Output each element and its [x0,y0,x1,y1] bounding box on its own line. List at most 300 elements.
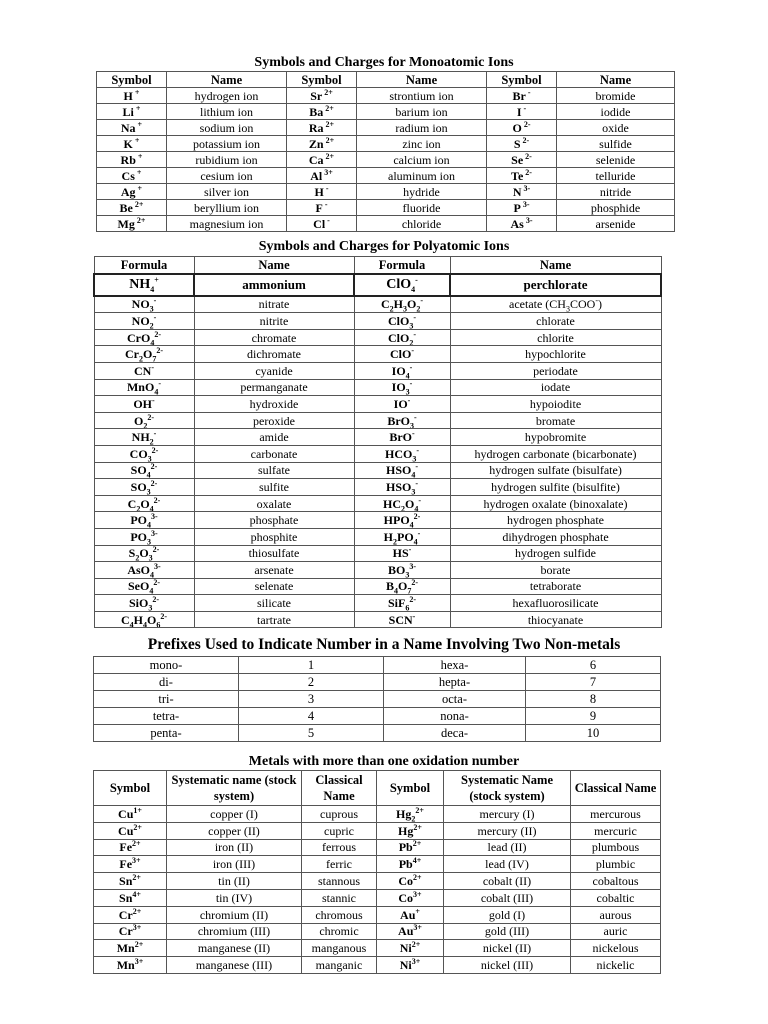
polyatomic-name: tetraborate [450,578,661,595]
ion-symbol [287,200,357,216]
ion-symbol-text: S [513,136,521,151]
prefix-number: 10 [526,725,661,742]
metal-systematic-name: manganese (III) [167,957,302,974]
ion-symbol-text: H [123,88,133,103]
table-row [94,889,661,906]
ion-symbol-text: Ca [308,152,324,167]
ion-charge: 2- [521,119,531,129]
table-row [94,611,661,628]
table-row [94,923,661,940]
polyatomic-formula: OH- [94,396,194,413]
prefix-text: hepta- [384,674,526,691]
polyatomic-formula: $HSO_4^-$ [354,462,450,479]
polyatomic-formula: SCN- [354,611,450,628]
polyatomic-name: hydrogen sulfite (bisulfite) [450,479,661,496]
metal-classical-name: cobaltous [571,873,661,890]
ion-symbol-text: Li [122,104,134,119]
ion-charge: - [521,103,527,113]
table-row [94,822,661,839]
metal-symbol: $Ni^{3+}$ [377,957,444,974]
table-row [94,495,661,512]
ion-charge: + [135,119,143,129]
ion-symbol-text: Sr [310,88,323,103]
metal-systematic-name: mercury (I) [444,806,571,823]
ion-symbol-text: Cl [313,216,326,231]
metal-classical-name: stannic [302,889,377,906]
metal-symbol: $Pb^{4+}$ [377,856,444,873]
polyatomic-name: periodate [450,362,661,379]
metal-symbol: $Cr^{2+}$ [94,906,167,923]
ion-symbol-text: Cs [121,168,135,183]
ion-symbol-text: N [512,184,522,199]
ion-name: calcium ion [357,152,487,168]
ion-charge: 3- [523,215,533,225]
table-row [94,479,661,496]
polyatomic-formula: $PO_4^{3-}$ [94,512,194,529]
table-row [94,346,661,363]
polyatomic-table [93,256,662,628]
ion-symbol-text: Al [310,168,323,183]
metal-systematic-name: manganese (II) [167,940,302,957]
ion-symbol [97,200,167,216]
table-row [94,512,661,529]
metal-symbol: $Hg^{2+}$ [377,822,444,839]
metal-systematic-name: cobalt (II) [444,873,571,890]
ion-symbol-text: Ra [308,120,324,135]
ion-symbol [97,168,167,184]
polyatomic-name: nitrate [194,296,354,313]
polyatomic-name: nitrite [194,313,354,330]
table-row [97,184,675,200]
polyatomic-name: dichromate [194,346,354,363]
prefix-number: 7 [526,674,661,691]
ion-name: potassium ion [167,136,287,152]
polyatomic-name: bromate [450,412,661,429]
table-row [94,462,661,479]
metal-classical-name: nickelic [571,957,661,974]
ion-symbol [97,120,167,136]
polyatomic-formula: ClO- [354,346,450,363]
ion-name: cesium ion [167,168,287,184]
metal-systematic-name: copper (I) [167,806,302,823]
ion-symbol [487,88,557,104]
polyatomic-formula: ClO$_3$- [354,313,450,330]
polyatomic-name: arsenate [194,562,354,579]
ion-symbol [487,136,557,152]
metals-header-cell: Systematic name (stock system) [167,771,302,806]
polyatomic-name: hydrogen sulfate (bisulfate) [450,462,661,479]
ion-name: hydrogen ion [167,88,287,104]
table-row [94,725,661,742]
ion-charge: 2- [523,151,532,161]
polyatomic-formula: $HPO_4^{2-}$ [354,512,450,529]
ion-symbol-text: Mg [117,216,135,231]
metal-symbol: $Cr^{3+}$ [94,923,167,940]
table-row [94,957,661,974]
metals-table [93,770,661,974]
polyatomic-name: perchlorate [450,274,661,296]
ion-symbol-text: Zn [308,136,324,151]
polyatomic-formula: $S_2O_3^{2-}$ [94,545,194,562]
metal-symbol: $Au^{3+}$ [377,923,444,940]
table-row [94,906,661,923]
mono-header-cell: Symbol [97,72,167,88]
polyatomic-formula: $HCO_3^-$ [354,445,450,462]
ion-symbol [97,152,167,168]
polyatomic-formula: ClO$_4$- [354,274,450,296]
metal-classical-name: manganic [302,957,377,974]
polyatomic-formula: $NO_3^-$ [94,296,194,313]
table-row [94,528,661,545]
polyatomic-name: ammonium [194,274,354,296]
table-row [97,216,675,232]
ion-charge: 2+ [132,199,144,209]
ion-charge: 2+ [323,103,334,113]
ion-charge: 2+ [134,215,146,225]
ion-symbol-text: I [516,104,522,119]
polyatomic-formula: ClO$_2$- [354,329,450,346]
ion-charge: + [132,87,140,97]
table-row [97,88,675,104]
ion-charge: 3- [520,199,530,209]
ion-symbol [287,136,357,152]
ion-name: aluminum ion [357,168,487,184]
polyatomic-name: amide [194,429,354,446]
polyatomic-formula: $PO_3^{3-}$ [94,528,194,545]
ion-symbol [487,184,557,200]
ion-symbol [487,216,557,232]
table-row [94,412,661,429]
prefix-text: tri- [94,691,239,708]
ion-symbol-text: Te [511,168,524,183]
metal-classical-name: auric [571,923,661,940]
polyatomic-header-row [94,257,661,274]
ion-symbol-text: Ba [309,104,324,119]
metal-classical-name: mercuric [571,822,661,839]
metal-symbol: Au+ [377,906,444,923]
polyatomic-name: dihydrogen phosphate [450,528,661,545]
polyatomic-name: hypobromite [450,429,661,446]
ion-symbol-text: H [314,184,324,199]
metal-classical-name: plumbic [571,856,661,873]
table-row [97,152,675,168]
prefix-number: 3 [239,691,384,708]
polyatomic-formula: $H_2PO_4^-$ [354,528,450,545]
metal-classical-name: stannous [302,873,377,890]
ion-symbol [287,88,357,104]
polyatomic-formula: $O_2^{2-}$ [94,412,194,429]
table-row [94,329,661,346]
poly-header-cell: Formula [354,257,450,274]
metal-symbol: $Fe^{3+}$ [94,856,167,873]
prefix-text: tetra- [94,708,239,725]
metal-systematic-name: nickel (III) [444,957,571,974]
metal-systematic-name: tin (IV) [167,889,302,906]
table-row [97,104,675,120]
polyatomic-name: peroxide [194,412,354,429]
ion-name: selenide [557,152,675,168]
table-row [94,657,661,674]
metal-symbol: $Pb^{2+}$ [377,839,444,856]
polyatomic-formula: $IO_4^-$ [354,362,450,379]
polyatomic-name: thiosulfate [194,545,354,562]
table-row [94,873,661,890]
polyatomic-formula: $NO_2^-$ [94,313,194,330]
ion-charge: 3- [521,183,531,193]
ion-name: strontium ion [357,88,487,104]
ion-symbol-text: Rb [120,152,136,167]
ion-charge: 2+ [322,87,333,97]
ion-symbol-text: O [512,120,522,135]
table-row [94,806,661,823]
metal-classical-name: ferric [302,856,377,873]
polyatomic-name: hydrogen phosphate [450,512,661,529]
polyatomic-formula: $B_4O_7^{2-}$ [354,578,450,595]
ion-symbol-text: Na [120,120,136,135]
metal-symbol: $Sn^{2+}$ [94,873,167,890]
table-row [94,839,661,856]
polyatomic-name: acetate $(CH_3COO^-)$ [450,296,661,313]
table-row [94,562,661,579]
polyatomic-name: hexafluorosilicate [450,595,661,612]
metal-systematic-name: cobalt (III) [444,889,571,906]
table-row [94,379,661,396]
ion-charge: 2+ [323,151,335,161]
ion-symbol-text: Br [512,88,526,103]
polyatomic-formula: $Cr_2O_7^{2-}$ [94,346,194,363]
metal-symbol: $Sn^{4+}$ [94,889,167,906]
ion-charge: - [323,183,329,193]
ion-charge: 2+ [323,119,335,129]
ion-name: fluoride [357,200,487,216]
polyatomic-formula: $CO_3^{2-}$ [94,445,194,462]
table-row [94,708,661,725]
polyatomic-formula: MnO$_4$- [94,379,194,396]
prefix-text: hexa- [384,657,526,674]
prefix-number: 1 [239,657,384,674]
polyatomic-name: borate [450,562,661,579]
metal-symbol: $Ni^{2+}$ [377,940,444,957]
polyatomic-name: phosphate [194,512,354,529]
prefix-number: 4 [239,708,384,725]
prefix-number: 9 [526,708,661,725]
table-row [97,168,675,184]
metal-classical-name: ferrous [302,839,377,856]
ion-symbol [287,120,357,136]
polyatomic-formula: SiF$_6^{2-}$ [354,595,450,612]
metal-systematic-name: nickel (II) [444,940,571,957]
polyatomic-name: oxalate [194,495,354,512]
ion-charge: - [322,199,328,209]
polyatomic-name: cyanide [194,362,354,379]
polyatomic-formula: $HSO_3^-$ [354,479,450,496]
mono-header-cell: Symbol [487,72,557,88]
mono-header-cell: Name [557,72,675,88]
poly-header-cell: Name [194,257,354,274]
polyatomic-formula: $SO_4^{2-}$ [94,462,194,479]
polyatomic-formula: SiO$_3^{2-}$ [94,595,194,612]
metal-symbol: $Co^{3+}$ [377,889,444,906]
metal-systematic-name: lead (IV) [444,856,571,873]
metals-header-row [94,771,661,806]
polyatomic-name: phosphite [194,528,354,545]
polyatomic-name: hydrogen sulfide [450,545,661,562]
metal-systematic-name: iron (II) [167,839,302,856]
polyatomic-name: chlorate [450,313,661,330]
ion-charge: 2- [523,167,532,177]
prefix-text: nona- [384,708,526,725]
polyatomic-formula: BrO- [354,429,450,446]
metal-symbol: $Mn^{3+}$ [94,957,167,974]
metal-systematic-name: gold (I) [444,906,571,923]
ion-name: chloride [357,216,487,232]
prefix-text: di- [94,674,239,691]
ion-name: magnesium ion [167,216,287,232]
metal-classical-name: chromous [302,906,377,923]
ion-symbol-text: As [510,216,524,231]
polyatomic-formula: $IO_3^-$ [354,379,450,396]
prefixes-table [93,656,661,742]
table-row [94,595,661,612]
polyatomic-name: chromate [194,329,354,346]
ion-name: nitride [557,184,675,200]
metal-systematic-name: tin (II) [167,873,302,890]
table-row [94,856,661,873]
polyatomic-name: hypochlorite [450,346,661,363]
ion-symbol [487,120,557,136]
polyatomic-formula: $NH_4^+$ [94,274,194,296]
metals-header-cell: Symbol [377,771,444,806]
ion-name: arsenide [557,216,675,232]
metal-symbol: $Cu^{2+}$ [94,822,167,839]
metal-systematic-name: chromium (II) [167,906,302,923]
polyatomic-name: silicate [194,595,354,612]
polyatomic-formula: $HC_2O_4^-$ [354,495,450,512]
polyatomic-name: carbonate [194,445,354,462]
table-row [94,674,661,691]
polyatomic-name: sulfate [194,462,354,479]
polyatomic-name: hypoiodite [450,396,661,413]
polyatomic-formula: CrO$_4^{2-}$ [94,329,194,346]
ion-name: telluride [557,168,675,184]
ion-symbol-text: F [315,200,323,215]
prefix-text: deca- [384,725,526,742]
metal-classical-name: cobaltic [571,889,661,906]
ion-symbol [487,200,557,216]
metals-header-cell: Symbol [94,771,167,806]
ion-charge: 2- [520,135,530,145]
ion-name: beryllium ion [167,200,287,216]
prefix-number: 2 [239,674,384,691]
metals-title: Metals with more than one oxidation number [248,754,520,769]
ion-name: barium ion [357,104,487,120]
table-row [97,120,675,136]
ion-charge: + [132,135,140,145]
polyatomic-title: Symbols and Charges for Polyatomic Ions [258,239,510,254]
polyatomic-name: iodate [450,379,661,396]
mono-header-cell: Name [357,72,487,88]
ion-symbol-text: P [513,200,521,215]
metal-systematic-name: iron (III) [167,856,302,873]
ion-name: radium ion [357,120,487,136]
ion-name: oxide [557,120,675,136]
ion-name: zinc ion [357,136,487,152]
table-row [97,200,675,216]
ion-symbol [487,104,557,120]
ion-symbol [97,216,167,232]
polyatomic-name: sulfite [194,479,354,496]
polyatomic-formula: SeO$_4^{2-}$ [94,578,194,595]
ion-symbol-text: Se [511,152,524,167]
ion-symbol [97,136,167,152]
ion-symbol [287,168,357,184]
table-row [94,362,661,379]
ion-name: phosphide [557,200,675,216]
ion-symbol [287,184,357,200]
ion-symbol-text: Be [119,200,133,215]
ion-name: hydride [357,184,487,200]
prefix-text: penta- [94,725,239,742]
polyatomic-formula: HS- [354,545,450,562]
ion-symbol [287,152,357,168]
ion-symbol [97,184,167,200]
monoatomic-header-row [97,72,675,88]
ion-charge: 3+ [322,167,333,177]
ion-name: silver ion [167,184,287,200]
ion-charge: + [133,103,141,113]
polyatomic-formula: $SO_3^{2-}$ [94,479,194,496]
table-row [94,445,661,462]
polyatomic-formula: BrO$_3$- [354,412,450,429]
metal-classical-name: chromic [302,923,377,940]
prefixes-title: Prefixes Used to Indicate Number in a Name Involving Two Non-metals [147,636,621,653]
polyatomic-formula: $BO_3^{3-}$ [354,562,450,579]
metal-symbol: $Mn^{2+}$ [94,940,167,957]
ion-name: bromide [557,88,675,104]
table-row [94,578,661,595]
ion-charge: - [325,215,330,225]
ion-symbol-text: K [123,136,133,151]
metals-header-cell: Classical Name [571,771,661,806]
poly-header-cell: Name [450,257,661,274]
metal-classical-name: cupric [302,822,377,839]
table-row [94,691,661,708]
table-row [94,313,661,330]
metal-systematic-name: gold (III) [444,923,571,940]
polyatomic-formula: $C_2H_3O_2^-$ [354,296,450,313]
metal-classical-name: manganous [302,940,377,957]
polyatomic-name: hydrogen oxalate (binoxalate) [450,495,661,512]
metal-symbol: $Cu^{1+}$ [94,806,167,823]
metal-classical-name: plumbous [571,839,661,856]
prefix-number: 6 [526,657,661,674]
polyatomic-formula: IO- [354,396,450,413]
ion-charge: 2+ [323,135,335,145]
ion-symbol [287,216,357,232]
metals-header-cell: Classical Name [302,771,377,806]
polyatomic-name: selenate [194,578,354,595]
polyatomic-formula: $C_4H_4O_6^{2-}$ [94,611,194,628]
table-row [94,545,661,562]
ion-symbol [97,104,167,120]
table-row [94,396,661,413]
polyatomic-formula: $C_2O_4^{2-}$ [94,495,194,512]
ion-charge: + [134,167,142,177]
metal-classical-name: cuprous [302,806,377,823]
polyatomic-name: thiocyanate [450,611,661,628]
metal-systematic-name: copper (II) [167,822,302,839]
polyatomic-name: tartrate [194,611,354,628]
